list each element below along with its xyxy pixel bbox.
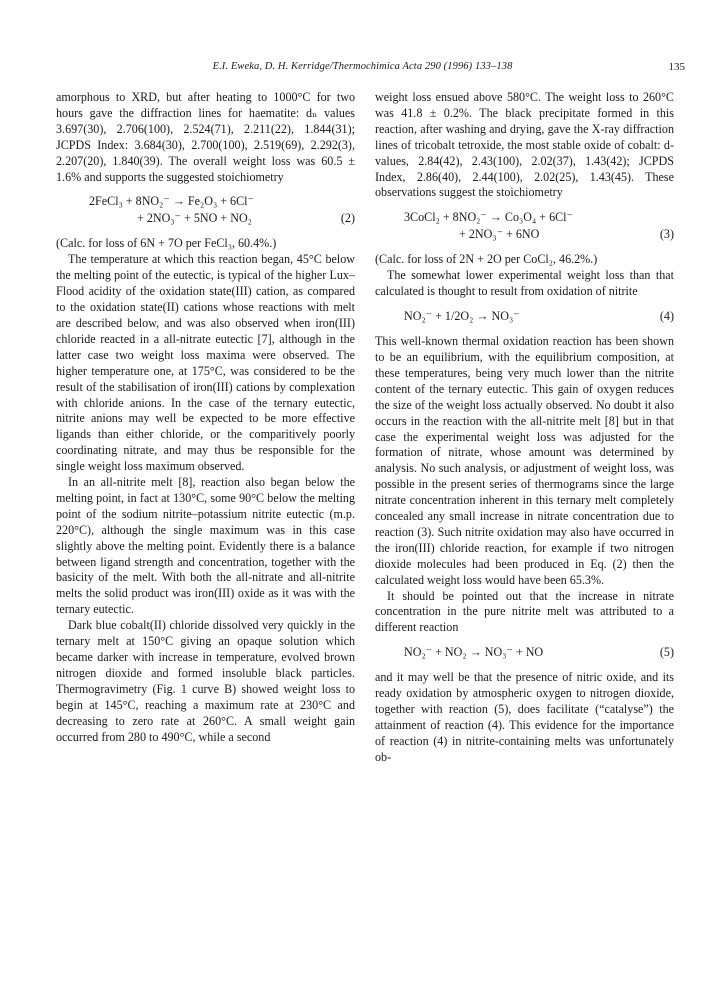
equation-number: (2) xyxy=(340,211,355,226)
equation-line: NO₂⁻ + NO₂ → NO₃⁻ + NO xyxy=(404,645,544,660)
equation-line: 3CoCl₂ + 8NO₂⁻ → Co₃O₄ + 6Cl⁻ xyxy=(404,210,573,225)
equation-number: (4) xyxy=(659,309,674,324)
page-number: 135 xyxy=(668,61,685,73)
paragraph: The somewhat lower experimental weight loss than that calculated is thought to result from oxidation of nitrite xyxy=(375,268,674,299)
equation-4 xyxy=(375,308,674,325)
paragraph: It should be pointed out that the increase in nitrate concentration in the pure nitrite melt was attributed to a different reaction xyxy=(375,588,674,635)
equation-line: 2FeCl₃ + 8NO₂⁻ → Fe₂O₃ + 6Cl⁻ xyxy=(89,194,254,209)
running-header xyxy=(40,61,685,77)
running-title: E.I. Eweka, D. H. Kerridge/Thermochimica Acta 290 (1996) 133–138 xyxy=(212,61,513,72)
paragraph: and it may well be that the presence of nitric oxide, and its ready oxidation by atmospheric oxygen to nitrogen dioxide, together with reaction (5), does facilitate (“catalyse”) the attainment of reaction (4). This evidence for the importance of reaction (4) in nitrite-containing melts was unfortunately ob- xyxy=(375,670,674,764)
right-column xyxy=(375,90,674,766)
left-column xyxy=(56,90,355,745)
paragraph: weight loss ensued above 580°C. The weight loss to 260°C was 41.8 ± 0.2%. The black precipitate formed in this reaction, after washing and drying, gave the X-ray diffraction lines of tricobalt tetroxide, the most stable oxide of cobalt: d-values, 2.84(42), 2.43(100), 2.02(37), 1.43(42); JCPDS Index, 2.86(40), 2.44(100), 2.02(25), 1.43(45). These observations suggest the stoichiometry xyxy=(375,90,674,200)
equation-2 xyxy=(56,193,355,227)
equation-line: NO₂⁻ + 1/2O₂ → NO₃⁻ xyxy=(404,309,520,324)
paragraph: (Calc. for loss of 2N + 2O per CoCl₂, 46.2%.) xyxy=(375,252,598,267)
paragraph: In an all-nitrite melt [8], reaction also began below the melting point, in fact at 130°C, some 90°C below the melting point of the sodium nitrite–potassium nitrite eutectic (m.p. 220°C), although the single maximum was in this case slightly above the melting point. Evidently there is a balance between ligand strength and concentration, together with the basicity of the melt. With both the all-nitrate and all-nitrite melts the solid product was iron(III) oxide as it was with the ternary eutectic. xyxy=(56,475,355,617)
equation-number: (3) xyxy=(659,227,674,242)
equation-5 xyxy=(375,644,674,661)
paragraph: amorphous to XRD, but after heating to 1000°C for two hours gave the diffraction lines for haematite: dₙ values 3.697(30), 2.706(100), 2.524(71), 2.211(22), 1.844(31); JCPDS Index: 3.684(30), 2.700(100), 2.519(69), 2.292(3), 2.207(20), 1.840(39). The overall weight loss was 60.5 ± 1.6% and supports the suggested stoichiometry xyxy=(56,90,355,184)
equation-3 xyxy=(375,209,674,243)
paragraph: (Calc. for loss of 6N + 7O per FeCl₃, 60.4%.) xyxy=(56,236,277,251)
equation-number: (5) xyxy=(659,645,674,660)
paragraph: Dark blue cobalt(II) chloride dissolved very quickly in the ternary melt at 150°C giving an opaque solution which became darker with increase in temperature, evolved brown nitrogen dioxide and formed insoluble black particles. Thermogravimetry (Fig. 1 curve B) showed weight loss to begin at 145°C, reaching a maximum rate at 230°C and decreasing to zero rate at 260°C. A small weight gain occurred from 280 to 490°C, while a second xyxy=(56,618,355,744)
paragraph: The temperature at which this reaction began, 45°C below the melting point of the eutectic, is typical of the higher Lux–Flood acidity of the oxidation state(III) cation, as compared to the oxidation state(II) cations whose reactions with melt are described below, and was also observed when iron(III) chloride reacted in a all-nitrate eutectic [7], although in the latter case two weight loss maxima were observed. The higher temperature one, at 175°C, was considered to be the result of the stabilisation of iron(III) cations by complexation with chloride anions. In the case of the ternary eutectic, nitrite anions may well be expected to be more effective ligands than either chloride, or the comparitively poorly coordinating nitrate, and may thus be responsible for the single weight loss maximum observed. xyxy=(56,252,355,474)
equation-line: + 2NO₃⁻ + 5NO + NO₂ xyxy=(137,211,252,226)
equation-line: + 2NO₃⁻ + 6NO xyxy=(459,227,540,242)
paragraph: This well-known thermal oxidation reaction has been shown to be an equilibrium, with the equilibrium composition, at these temperatures, being very much lower than the nitrite content of the ternary eutectic. This gain of oxygen reduces the size of the weight loss actually observed. No doubt it also occurs in the reaction with the all-nitrite melt [8] but in that case the experimental weight loss was adjusted for the formation of nitrate, whose amount was determined by analysis. No such analysis, or adjustment of weight loss, was possible in the present series of thermograms since the large nitrate concentration inherent in this ternary melt completely concealed any small increase in nitrate concentration due to reaction (3). Such nitrite oxidation may also have occurred in the iron(III) chloride reaction, for example if two nitrogen dioxide molecules had been produced in Eq. (2) then the calculated weight loss would have been 65.3%. xyxy=(375,334,674,587)
